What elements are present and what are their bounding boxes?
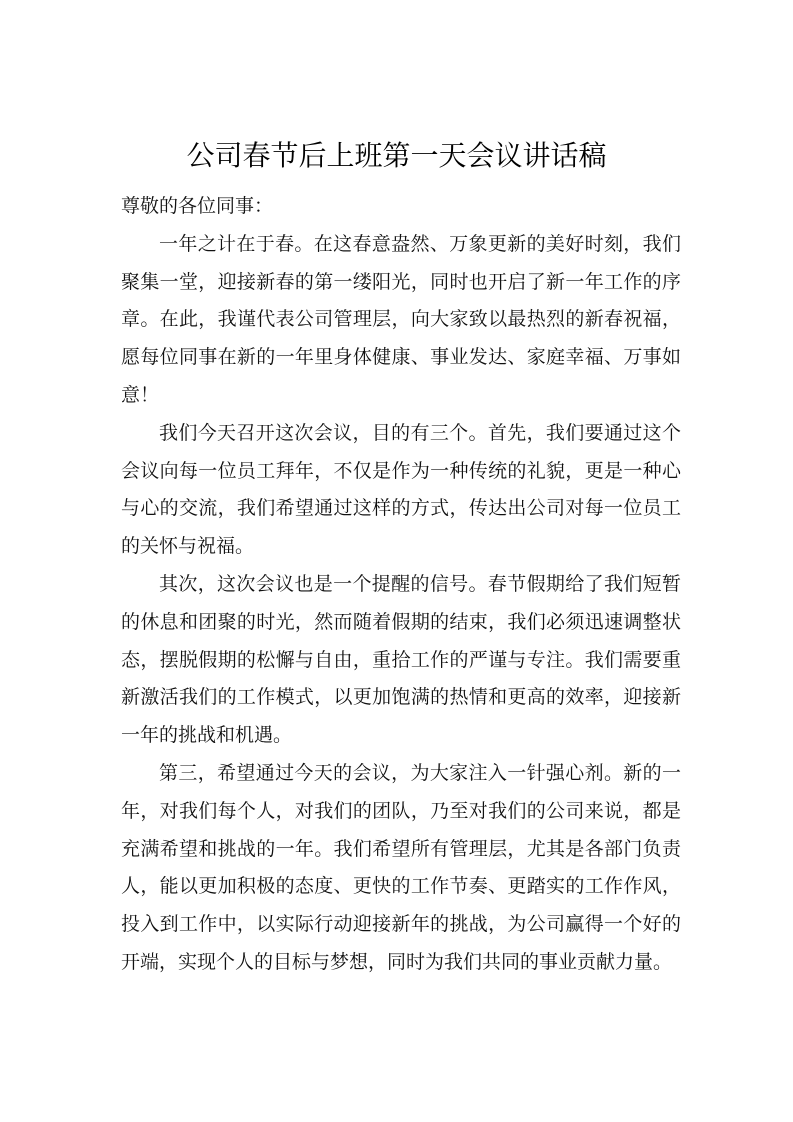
salutation: 尊敬的各位同事： bbox=[121, 195, 274, 217]
paragraph-1: 一年之计在于春。在这春意盎然、万象更新的美好时刻，我们聚集一堂，迎接新春的第一缕阳光，同时也开启了新一年工作的序章。在此，我谨代表公司管理层，向大家致以最热烈的新春祝福，愿每位同事在新的一年里身体健康、事业发达、家庭幸福、万事如意！ bbox=[121, 232, 681, 406]
paragraph-3: 其次，这次会议也是一个提醒的信号。春节假期给了我们短暂的休息和团聚的时光，然而随着假期的结束，我们必须迅速调整状态，摆脱假期的松懈与自由，重拾工作的严谨与专注。我们需要重新激活我们的工作模式，以更加饱满的热情和更高的效率，迎接新一年的挑战和机遇。 bbox=[121, 572, 681, 747]
paragraph-4: 第三，希望通过今天的会议，为大家注入一针强心剂。新的一年，对我们每个人，对我们的团队，乃至对我们的公司来说，都是充满希望和挑战的一年。我们希望所有管理层，尤其是各部门负责人，能以更加积极的态度、更快的工作节奏、更踏实的工作作风，投入到工作中，以实际行动迎接新年的挑战，为公司赢得一个好的开端，实现个人的目标与梦想，同时为我们共同的事业贡献力量。 bbox=[121, 761, 681, 973]
document-title: 公司春节后上班第一天会议讲话稿 bbox=[186, 139, 607, 172]
document-body bbox=[121, 188, 681, 982]
paragraph-2: 我们今天召开这次会议，目的有三个。首先，我们要通过这个会议向每一位员工拜年，不仅是作为一种传统的礼貌，更是一种心与心的交流，我们希望通过这样的方式，传达出公司对每一位员工的关怀与祝福。 bbox=[121, 421, 681, 558]
